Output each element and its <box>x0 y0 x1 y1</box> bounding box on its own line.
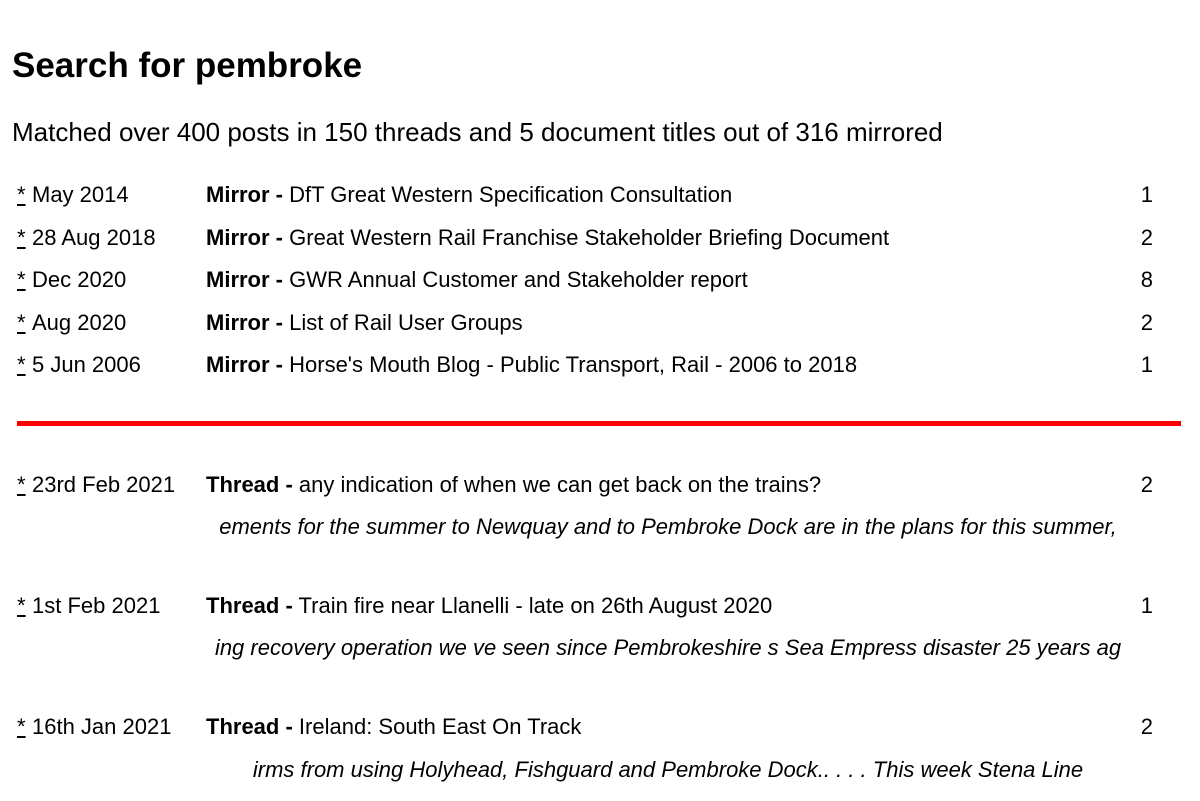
result-snippet: ing recovery operation we ve seen since Pembrokeshire s Sea Empress disaster 25 years ag <box>214 635 1122 660</box>
star-link[interactable]: * <box>17 593 26 618</box>
star-link[interactable]: * <box>17 472 26 497</box>
section-divider <box>17 421 1181 426</box>
result-type: Thread - <box>206 714 293 739</box>
result-count: 1 <box>1140 352 1153 377</box>
result-date: 5 Jun 2006 <box>32 352 141 377</box>
result-title: DfT Great Western Specification Consultation <box>289 182 733 207</box>
page-title: Search for pembroke <box>12 46 363 85</box>
result-title: any indication of when we can get back on the trains? <box>298 472 822 497</box>
result-title-link[interactable] <box>206 712 581 742</box>
result-type: Thread - <box>206 593 293 618</box>
star-link[interactable]: * <box>17 714 26 739</box>
result-date: 28 Aug 2018 <box>32 225 156 250</box>
result-title: Train fire near Llanelli - late on 26th August 2020 <box>298 593 773 618</box>
result-type: Mirror - <box>206 182 283 207</box>
result-date: 23rd Feb 2021 <box>32 472 176 497</box>
thread-row <box>0 591 1200 621</box>
thread-row <box>0 470 1200 500</box>
result-count: 2 <box>1140 310 1153 335</box>
mirror-row <box>0 180 1200 210</box>
thread-row <box>0 712 1200 742</box>
star-link[interactable]: * <box>17 352 26 377</box>
result-title: Great Western Rail Franchise Stakeholder Briefing Document <box>289 225 890 250</box>
results-summary: Matched over 400 posts in 150 threads and 5 document titles out of 316 mirrored <box>12 117 943 147</box>
result-date: Dec 2020 <box>32 267 127 292</box>
result-snippet: irms from using Holyhead, Fishguard and Pembroke Dock.. . . . This week Stena Line <box>252 757 1084 782</box>
result-count: 8 <box>1140 267 1153 292</box>
result-title-link[interactable] <box>206 223 889 253</box>
result-snippet: ements for the summer to Newquay and to Pembroke Dock are in the plans for this summer, <box>219 514 1117 539</box>
result-title: List of Rail User Groups <box>289 310 523 335</box>
result-count: 1 <box>1140 593 1153 618</box>
result-date: Aug 2020 <box>32 310 127 335</box>
result-title-link[interactable] <box>206 350 857 380</box>
mirror-row <box>0 350 1200 380</box>
result-title: Horse's Mouth Blog - Public Transport, Rail - 2006 to 2018 <box>289 352 858 377</box>
result-title-link[interactable] <box>206 180 732 210</box>
result-title: GWR Annual Customer and Stakeholder report <box>289 267 748 292</box>
result-count: 2 <box>1140 472 1153 497</box>
result-title-link[interactable] <box>206 470 821 500</box>
result-date: 16th Jan 2021 <box>32 714 172 739</box>
result-type: Mirror - <box>206 352 283 377</box>
mirror-row <box>0 308 1200 338</box>
result-count: 2 <box>1140 714 1153 739</box>
star-link[interactable]: * <box>17 267 26 292</box>
result-count: 2 <box>1140 225 1153 250</box>
result-title-link[interactable] <box>206 308 523 338</box>
mirror-row <box>0 223 1200 253</box>
result-type: Mirror - <box>206 310 283 335</box>
result-type: Mirror - <box>206 267 283 292</box>
result-type: Mirror - <box>206 225 283 250</box>
result-count: 1 <box>1140 182 1153 207</box>
star-link[interactable]: * <box>17 225 26 250</box>
result-title: Ireland: South East On Track <box>298 714 582 739</box>
result-title-link[interactable] <box>206 265 748 295</box>
result-title-link[interactable] <box>206 591 772 621</box>
star-link[interactable]: * <box>17 182 26 207</box>
result-date: 1st Feb 2021 <box>32 593 161 618</box>
mirror-row <box>0 265 1200 295</box>
star-link[interactable]: * <box>17 310 26 335</box>
result-date: May 2014 <box>32 182 129 207</box>
result-type: Thread - <box>206 472 293 497</box>
